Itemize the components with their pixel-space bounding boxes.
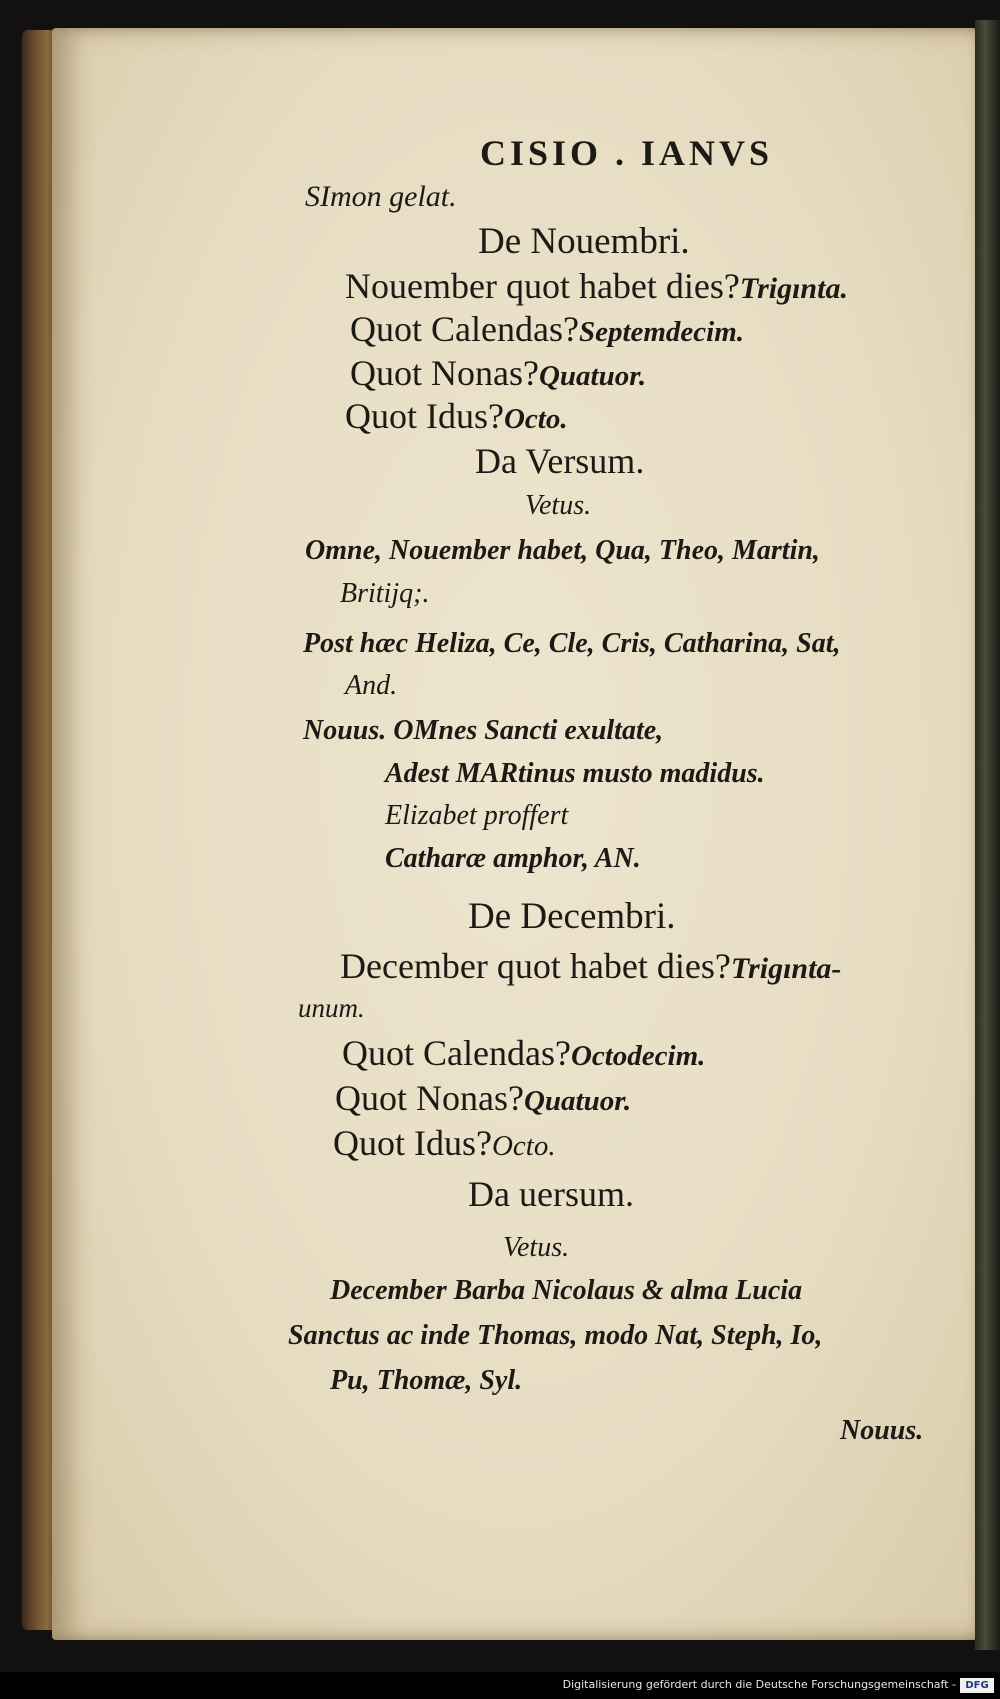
catchword: Nouus. [840, 1415, 924, 1446]
question-text: December quot habet dies? [340, 946, 731, 986]
question-text: Quot Idus? [345, 396, 504, 436]
verse-line: Britijq;. [340, 578, 430, 609]
answer-text: Quatuor. [523, 1085, 632, 1117]
funding-credit: Digitalisierung gefördert durch die Deutsche Forschungsgemeinschaft - [562, 1678, 956, 1691]
subheading: Vetus. [525, 490, 592, 521]
running-head: CISIO . IANVS [480, 133, 774, 173]
section-heading: Da uersum. [468, 1174, 634, 1214]
section-heading: De Decembri. [468, 896, 676, 937]
question-text: Nouember quot habet dies? [345, 266, 740, 306]
text-line [350, 308, 744, 350]
answer-continuation: unum. [298, 993, 365, 1023]
answer-text: Quatuor. [538, 360, 647, 392]
verse-line: Adest MARtinus musto madidus. [385, 758, 765, 789]
answer-text: Trigınta- [730, 952, 842, 985]
verse-line: Catharæ amphor, AN. [385, 843, 641, 874]
dfg-logo: DFG [960, 1678, 994, 1693]
section-heading: Da Versum. [475, 441, 645, 481]
answer-text: Octodecim. [570, 1040, 706, 1072]
question-text: Quot Calendas? [342, 1033, 571, 1073]
verse-line: And. [345, 670, 398, 701]
verse-line: December Barba Nicolaus & alma Lucia [330, 1275, 803, 1306]
text-line: SImon gelat. [305, 180, 457, 213]
text-line [340, 945, 841, 987]
text-line [342, 1032, 705, 1074]
question-text: Quot Calendas? [350, 309, 579, 349]
text-line [335, 1077, 631, 1119]
text-line [350, 352, 646, 394]
text-line [345, 395, 568, 437]
verse-line: Sanctus ac inde Thomas, modo Nat, Steph, Io, [288, 1320, 823, 1351]
answer-text: Trigınta. [739, 272, 848, 305]
verse-line: Pu, Thomæ, Syl. [330, 1365, 523, 1396]
verse-line: Omne, Nouember habet, Qua, Theo, Martin, [305, 535, 820, 566]
verse-line: Elizabet proffert [385, 800, 569, 831]
answer-text: Octo. [491, 1130, 556, 1162]
text-line [345, 265, 848, 307]
verse-line: Post hæc Heliza, Ce, Cle, Cris, Catharina, Sat, [303, 628, 841, 659]
question-text: Quot Idus? [333, 1123, 492, 1163]
answer-text: Septemdecim. [578, 316, 745, 348]
section-heading: De Nouembri. [478, 221, 690, 262]
verse-line: Nouus. OMnes Sancti exultate, [303, 715, 664, 746]
question-text: Quot Nonas? [335, 1078, 524, 1118]
question-text: Quot Nonas? [350, 353, 539, 393]
answer-text: Octo. [503, 403, 568, 435]
facing-page-edge [975, 20, 1000, 1650]
text-line [333, 1122, 556, 1164]
subheading: Vetus. [503, 1232, 570, 1263]
